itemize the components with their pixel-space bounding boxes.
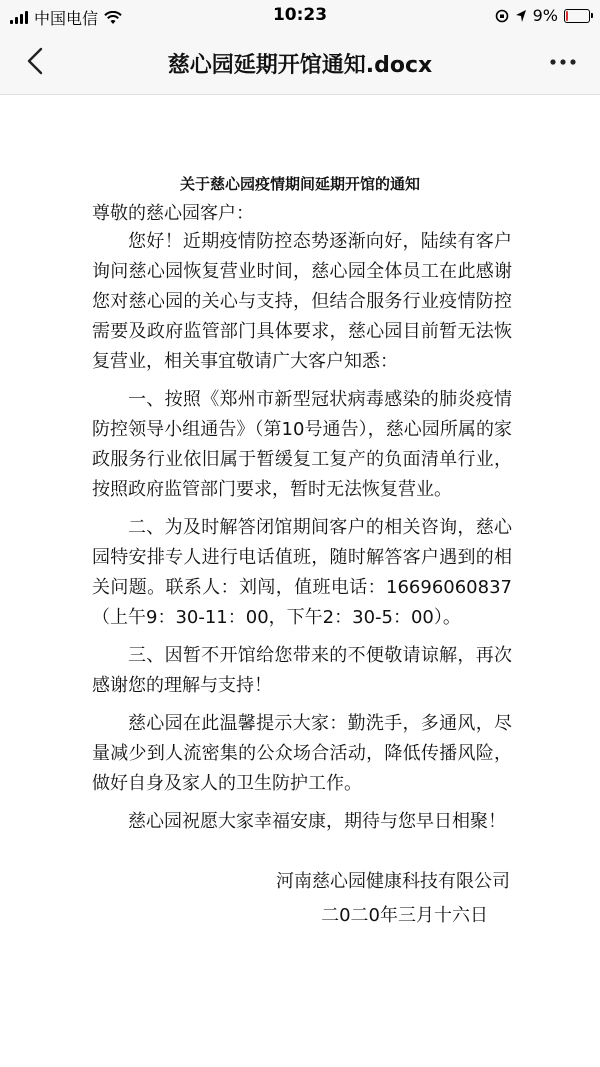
salutation: 尊敬的慈心园客户： [92,203,254,224]
paragraph-greeting: 您好！近期疫情防控态势逐渐向好，陆续有客户询问慈心园恢复营业时间，慈心园全体员工在此感谢您对慈心园的关心与支持，但结合服务行业疫情防控需要及政府监管部门具体要求，慈心园目前暂无法恢复营业，相关事宜敬请广大客户知悉： [92,231,512,372]
back-chevron-icon[interactable] [22,46,52,76]
paragraph-point-two: 二、为及时解答闭馆期间客户的相关咨询，慈心园特安排专人进行电话值班，随时解答客户遇到的相关问题。联系人：刘闯，值班电话：16696060837（上午9：30-11：00，下午2：30-5：00）。 [92,517,512,628]
carrier-name: 中国电信 [34,9,99,28]
battery-percent: 9% [532,6,558,25]
paragraph-point-one: 一、按照《郑州市新型冠状病毒感染的肺炎疫情防控领导小组通告》（第10号通告），慈心园所属的家政服务行业依旧属于暂缓复工复产的负面清单行业，按照政府监管部门要求，暂时无法恢复营业。 [92,389,512,500]
status-time: 10:23 [272,5,328,25]
paragraph-reminder: 慈心园在此温馨提示大家：勤洗手，多通风，尽量减少到人流密集的公众场合活动，降低传播风险，做好自身及家人的卫生防护工作。 [92,713,512,794]
document-body [92,227,512,845]
battery-level-fill [566,11,568,21]
location-arrow-icon [515,9,527,23]
orientation-lock-icon [495,9,509,23]
status-bar [0,0,600,30]
paragraph-point-three: 三、因暂不开馆给您带来的不便敬请谅解，再次感谢您的理解与支持！ [92,645,512,696]
status-right [495,6,590,25]
navigation-bar [0,30,600,95]
paragraph-wishes: 慈心园祝愿大家幸福安康，期待与您早日相聚！ [128,811,506,832]
more-dots-icon[interactable] [548,52,578,72]
document-heading: 关于慈心园疫情期间延期开馆的通知 [179,175,420,193]
signature-block [276,865,510,933]
company-name: 河南慈心园健康科技有限公司 [276,871,510,892]
document-date: 二0二0年三月十六日 [321,905,488,926]
battery-icon [564,9,590,23]
document-title: 慈心园延期开馆通知.docx [167,53,433,78]
